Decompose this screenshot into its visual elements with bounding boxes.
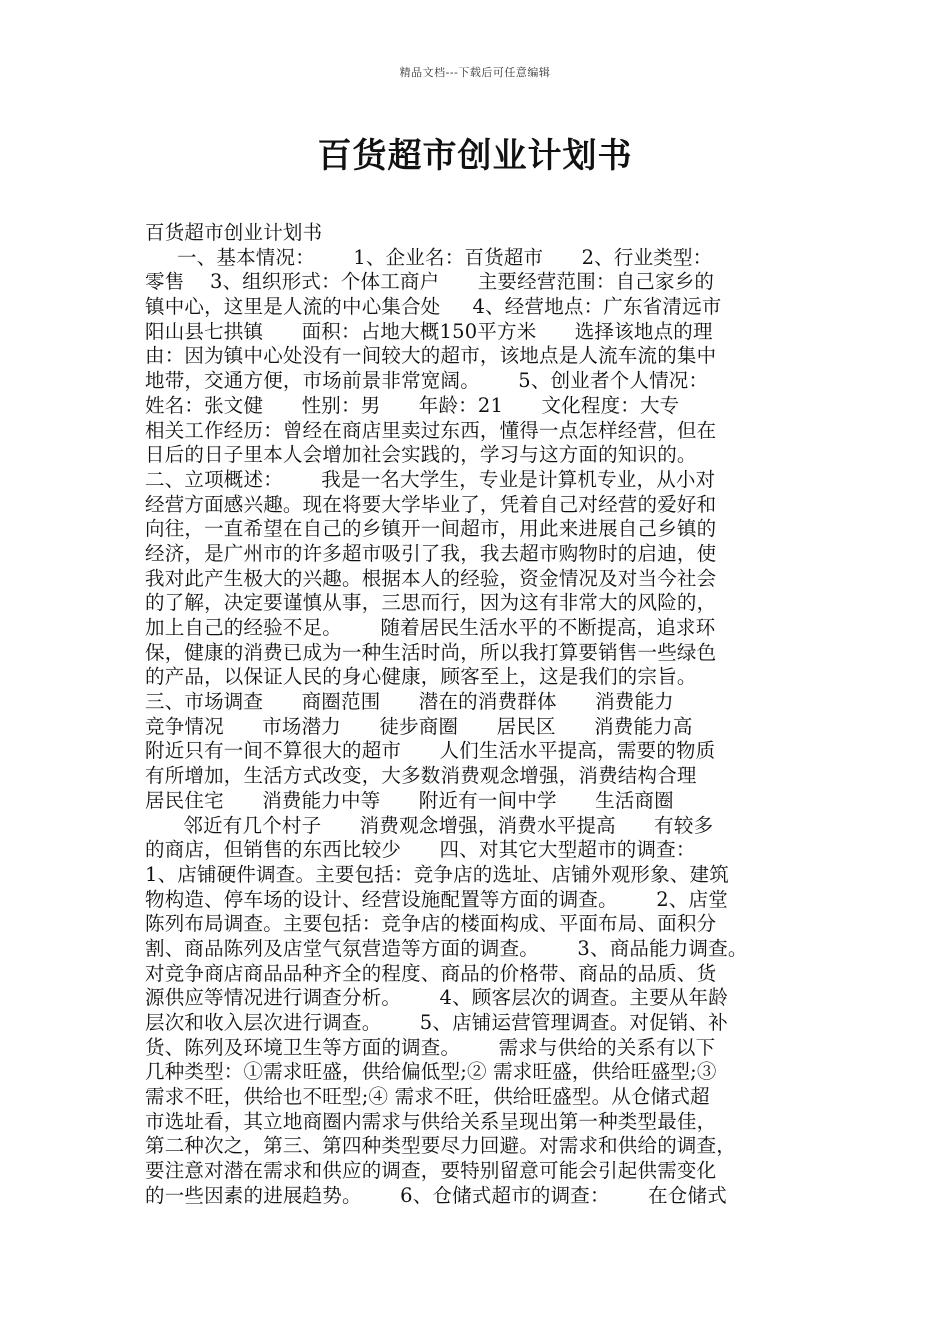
- body-line: 经营方面感兴趣。现在将要大学毕业了，凭着自己对经营的爱好和: [145, 492, 717, 516]
- body-line: 相关工作经历：曾经在商店里卖过东西，懂得一点怎样经营，但在: [145, 418, 717, 442]
- header-note: 精品文档---下载后可任意编辑: [399, 66, 551, 79]
- body-line: 邻近有几个村子 消费观念增强，消费水平提高 有较多: [145, 813, 714, 837]
- body-line: 由：因为镇中心处没有一间较大的超市，该地点是人流车流的集中: [145, 344, 717, 368]
- body-line: 经济，是广州市的许多超市吸引了我，我去超市购物时的启迪，使: [145, 541, 717, 565]
- body-line: 割、商品陈列及店堂气氛营造等方面的调查。 3、商品能力调查。: [145, 936, 748, 960]
- body-line: 我对此产生极大的兴趣。根据本人的经验，资金情况及对当今社会: [145, 566, 717, 590]
- body-line: 层次和收入层次进行调查。 5、店铺运营管理调查。对促销、补: [145, 1011, 728, 1034]
- body-line: 日后的日子里本人会增加社会实践的，学习与这方面的知识的。: [145, 443, 697, 467]
- body-line: 阳山县七拱镇 面积：占地大概150平方米 选择该地点的理: [145, 319, 713, 343]
- body-line: 对竞争商店商品品种齐全的程度、商品的价格带、商品的品质、货: [145, 961, 717, 985]
- body-line: 有所增加，生活方式改变，大多数消费观念增强，消费结构合理: [145, 764, 697, 788]
- body-line: 的一些因素的进展趋势。 6、仓储式超市的调查： 在仓储式: [145, 1183, 727, 1207]
- body-line: 的产品，以保证人民的身心健康，顾客至上，这是我们的宗旨。: [145, 665, 697, 689]
- body-line: 市选址看，其立地商圈内需求与供给关系呈现出第一种类型最佳，: [145, 1109, 717, 1133]
- body-line: 二、立项概述： 我是一名大学生，专业是计算机专业，从小对: [145, 467, 716, 491]
- body-line: 百货超市创业计划书: [145, 221, 323, 244]
- body-line: 居民住宅 消费能力中等 附近有一间中学 生活商圈: [145, 788, 674, 812]
- body-line: 第二种次之，第三、第四种类型要尽力回避。对需求和供给的调查，: [145, 1134, 737, 1158]
- body-line: 要注意对潜在需求和供应的调查，要特别留意可能会引起供需变化: [145, 1159, 717, 1183]
- body-line: 几种类型：①需求旺盛，供给偏低型;② 需求旺盛，供给旺盛型;③: [145, 1060, 717, 1084]
- body-line: 三、市场调查 商圈范围 潜在的消费群体 消费能力: [145, 690, 674, 714]
- document-title: 百货超市创业计划书: [317, 136, 633, 176]
- body-line: 竞争情况 市场潜力 徒步商圈 居民区 消费能力高: [145, 714, 693, 738]
- body-line: 保，健康的消费已成为一种生活时尚，所以我打算要销售一些绿色: [145, 640, 717, 664]
- body-line: 物构造、停车场的设计、经营设施配置等方面的调查。 2、店堂: [145, 887, 728, 911]
- body-line: 的了解，决定要谨慎从事，三思而行，因为这有非常大的风险的，: [145, 591, 717, 615]
- body-line: 陈列布局调查。主要包括：竞争店的楼面构成、平面布局、面积分: [145, 912, 717, 936]
- body-line: 地带，交通方便，市场前景非常宽阔。 5、创业者个人情况：: [145, 369, 709, 393]
- body-line: 货、陈列及环境卫生等方面的调查。 需求与供给的关系有以下: [145, 1035, 716, 1059]
- body-line: 1、店铺硬件调查。主要包括：竞争店的选址、店铺外观形象、建筑: [145, 862, 729, 886]
- document-body: [145, 221, 825, 1209]
- body-line: 姓名：张文健 性别：男 年龄：21 文化程度：大专: [145, 393, 680, 417]
- body-line: 加上自己的经验不足。 随着居民生活水平的不断提高，追求环: [145, 616, 716, 639]
- body-line: 需求不旺，供给也不旺型;④ 需求不旺，供给旺盛型。从仓储式超: [145, 1085, 710, 1109]
- body-line: 一、基本情况： 1、企业名：百货超市 2、行业类型：: [145, 245, 713, 269]
- body-line: 镇中心，这里是人流的中心集合处 4、经营地点：广东省清远市: [145, 295, 722, 319]
- body-line: 源供应等情况进行调查分析。 4、顾客层次的调查。主要从年龄: [145, 986, 728, 1010]
- body-line: 零售 3、组织形式：个体工商户 主要经营范围：自己家乡的: [145, 270, 715, 294]
- body-line: 向往，一直希望在自己的乡镇开一间超市，用此来进展自己乡镇的: [145, 517, 717, 541]
- body-line: 的商店，但销售的东西比较少 四、对其它大型超市的调查：: [145, 838, 696, 862]
- body-line: 附近只有一间不算很大的超市 人们生活水平提高，需要的物质: [145, 739, 716, 763]
